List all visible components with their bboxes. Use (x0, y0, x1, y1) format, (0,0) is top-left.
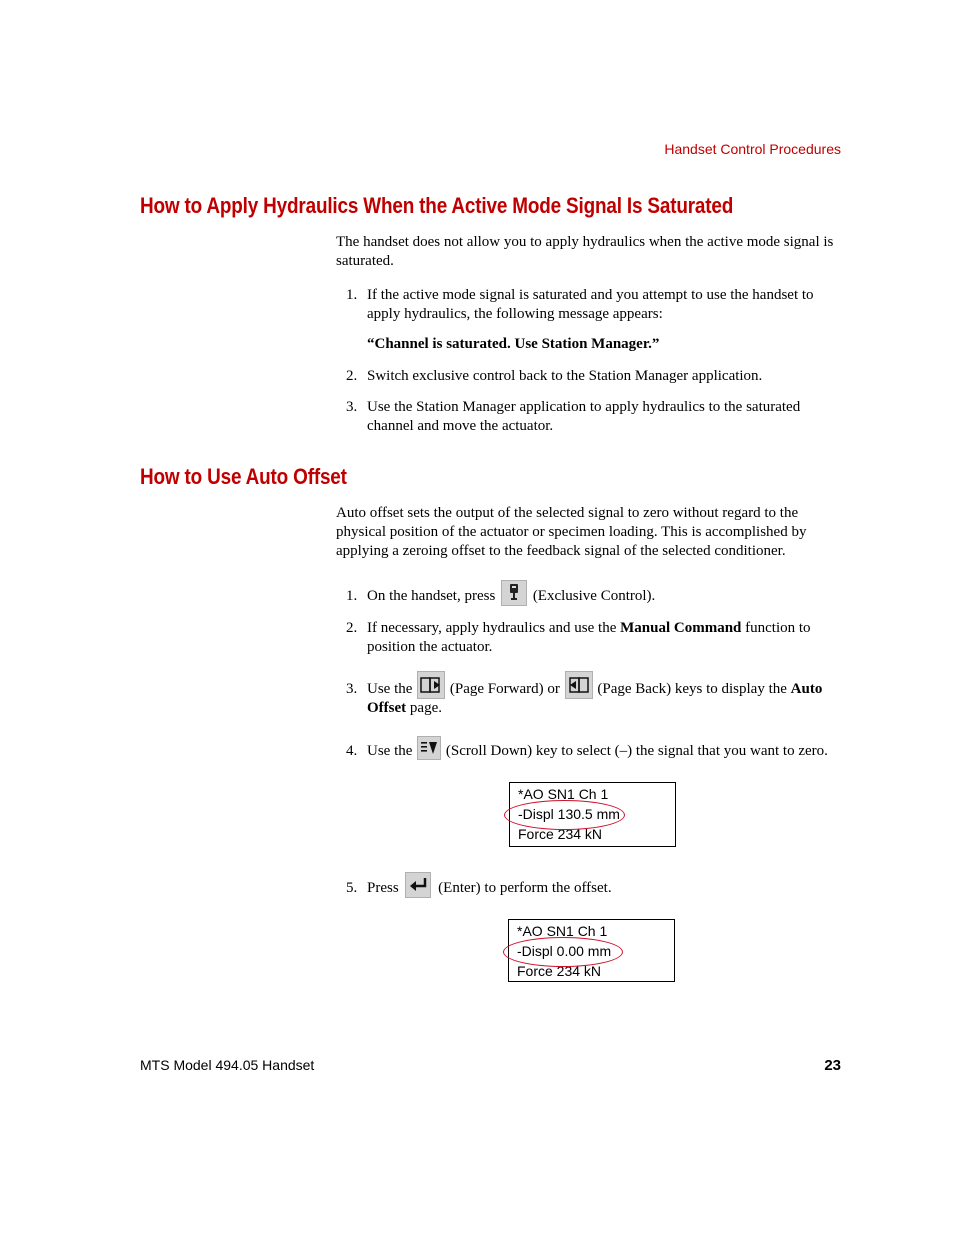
page-forward-icon (417, 671, 445, 699)
section-heading-apply-hydraulics: How to Apply Hydraulics When the Active Mode Signal Is Saturated (140, 193, 734, 218)
step-number: 3. (346, 399, 358, 415)
step-number: 1. (346, 588, 358, 604)
section2-intro: Auto offset sets the output of the selected signal to zero without regard to the physical position of the actuator or specimen loading. This is accomplished by applying a zeroing offset to the feedback signal of the selected conditioner. (336, 505, 807, 559)
display-line: *AO SN1 Ch 1 (518, 786, 609, 802)
display-line-selected: -Displ 0.00 mm (517, 943, 612, 959)
step-text-mid: (Page Back) keys to display the (597, 681, 787, 697)
auto-offset-term: Auto Offset (367, 681, 823, 716)
page-back-icon (565, 671, 593, 699)
step-number: 5. (346, 880, 358, 896)
step-text-post: (Exclusive Control). (532, 588, 656, 604)
page-number: 23 (824, 1057, 841, 1074)
step-text-mid: (Page Forward) or (449, 681, 560, 697)
step-number: 2. (346, 368, 358, 384)
manual-command-term: Manual Command (620, 620, 742, 636)
step-text (367, 879, 842, 898)
step-text-pre: If necessary, apply hydraulics and use the (367, 620, 617, 636)
display-line-selected: -Displ 130.5 mm (518, 806, 620, 822)
step-number: 3. (346, 681, 358, 697)
step-text-pre: Use the (367, 681, 413, 697)
step-text: Switch exclusive control back to the Station Manager application. (367, 368, 763, 384)
display-line: *AO SN1 Ch 1 (517, 923, 608, 939)
section1-intro: The handset does not allow you to apply hydraulics when the active mode signal is saturated. (336, 234, 834, 269)
running-head: Handset Control Procedures (664, 141, 841, 157)
step-text-post: function to position the actuator. (367, 620, 811, 655)
step-text-post: (Scroll Down) key to select (–) the signal that you want to zero. (445, 743, 828, 759)
step-number: 2. (346, 620, 358, 636)
step-text: Use the Station Manager application to apply hydraulics to the saturated channel and move the actuator. (367, 399, 801, 434)
step-number: 4. (346, 743, 358, 759)
scroll-down-icon (417, 736, 441, 760)
enter-icon (405, 872, 431, 898)
step-text-pre: Press (367, 880, 399, 896)
exclusive-control-icon (501, 580, 527, 606)
display-line: Force 234 kN (517, 963, 602, 979)
saturated-message: “Channel is saturated. Use Station Manager.” (367, 336, 660, 352)
step-number: 1. (346, 287, 358, 303)
step-text-pre: On the handset, press (367, 588, 496, 604)
step-text (367, 619, 842, 657)
step-text-pre: Use the (367, 743, 413, 759)
step-text (367, 742, 842, 761)
step-text (367, 680, 842, 718)
step-text (367, 587, 842, 606)
highlight-ellipse (504, 800, 625, 830)
step-text-post: page. (409, 700, 442, 716)
section-heading-auto-offset: How to Use Auto Offset (140, 464, 347, 489)
footer-title: MTS Model 494.05 Handset (140, 1057, 315, 1073)
display-line: Force 234 kN (518, 826, 603, 842)
highlight-ellipse (503, 937, 623, 967)
step-text: If the active mode signal is saturated and you attempt to use the handset to apply hydraulics, the following message appears: (367, 287, 814, 322)
step-text-post: (Enter) to perform the offset. (438, 880, 612, 896)
